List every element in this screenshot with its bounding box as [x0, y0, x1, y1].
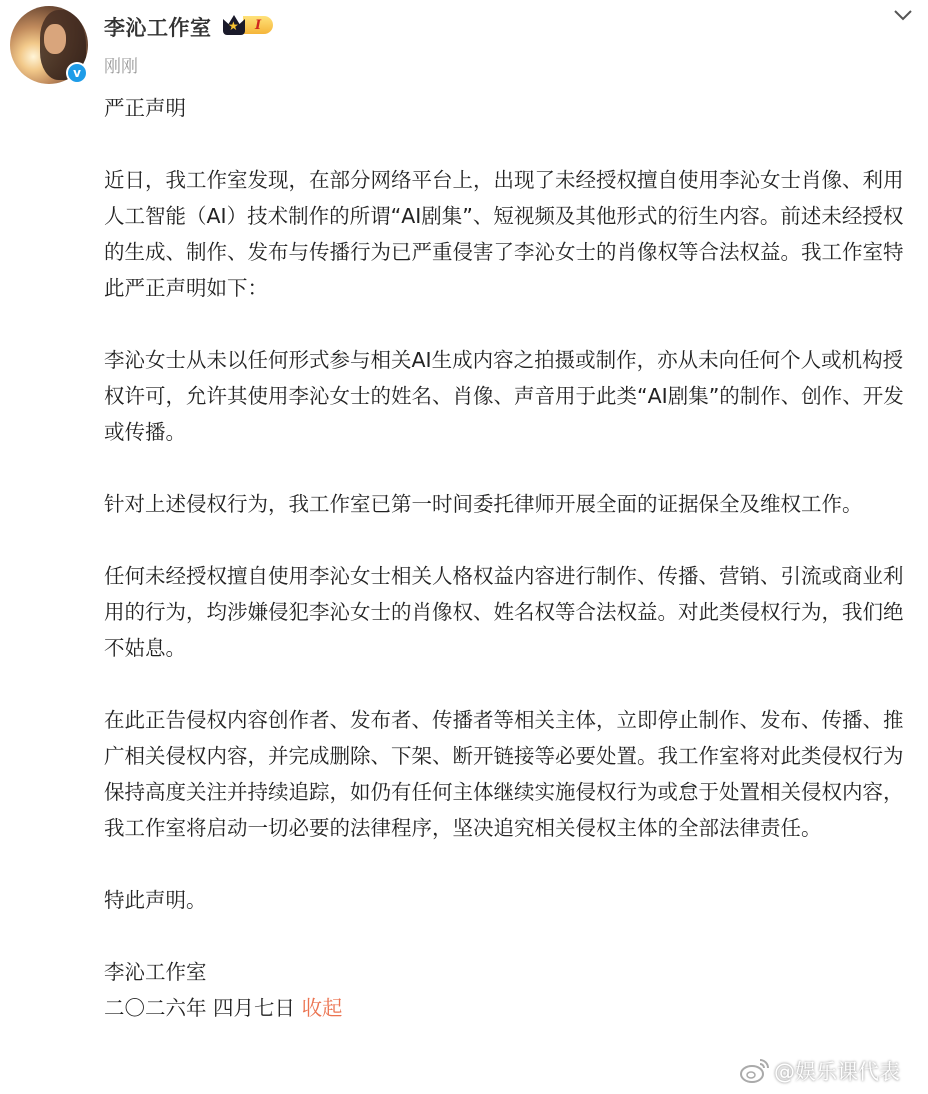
post-date: 二〇二六年 四月七日	[104, 996, 296, 1020]
watermark	[740, 1056, 900, 1086]
verified-badge-icon: v	[66, 62, 88, 84]
post-content	[104, 90, 919, 1026]
avatar-face	[44, 24, 66, 54]
weibo-logo-icon	[740, 1058, 770, 1084]
author-name[interactable]: 李沁工作室	[104, 16, 212, 40]
paragraph: 针对上述侵权行为，我工作室已第一时间委托律师开展全面的证据保全及维权工作。	[104, 492, 863, 516]
date-line	[104, 990, 919, 1026]
collapse-link[interactable]: 收起	[301, 996, 343, 1020]
post-timestamp: 刚刚	[104, 57, 138, 77]
watermark-text: @娱乐课代表	[774, 1060, 900, 1084]
chevron-down-icon[interactable]	[893, 8, 913, 22]
signature: 李沁工作室	[104, 960, 207, 984]
post-title: 严正声明	[104, 96, 186, 120]
paragraph: 在此正告侵权内容创作者、发布者、传播者等相关主体，立即停止制作、发布、传播、推广相关侵权内容，并完成删除、下架、断开链接等必要处置。我工作室将对此类侵权行为保持高度关注并持续追踪，如仍有任何主体继续实施侵权行为或怠于处置相关侵权内容，我工作室将启动一切必要的法律程序，坚决追究相关侵权主体的全部法律责任。	[104, 708, 904, 840]
paragraph: 任何未经授权擅自使用李沁女士相关人格权益内容进行制作、传播、营销、引流或商业利用的行为，均涉嫌侵犯李沁女士的肖像权、姓名权等合法权益。对此类侵权行为，我们绝不姑息。	[104, 564, 904, 660]
paragraph: 特此声明。	[104, 888, 207, 912]
level-label: I	[243, 16, 273, 34]
crown-icon	[223, 15, 245, 35]
member-level-badge[interactable]	[223, 14, 273, 36]
paragraph: 李沁女士从未以任何形式参与相关AI生成内容之拍摄或制作，亦从未向任何个人或机构授权许可，允许其使用李沁女士的姓名、肖像、声音用于此类“AI剧集”的制作、创作、开发或传播。	[104, 348, 904, 444]
paragraph: 近日，我工作室发现，在部分网络平台上，出现了未经授权擅自使用李沁女士肖像、利用人工智能（AI）技术制作的所谓“AI剧集”、短视频及其他形式的衍生内容。前述未经授权的生成、制作、发布与传播行为已严重侵害了李沁女士的肖像权等合法权益。我工作室特此严正声明如下：	[104, 168, 904, 300]
